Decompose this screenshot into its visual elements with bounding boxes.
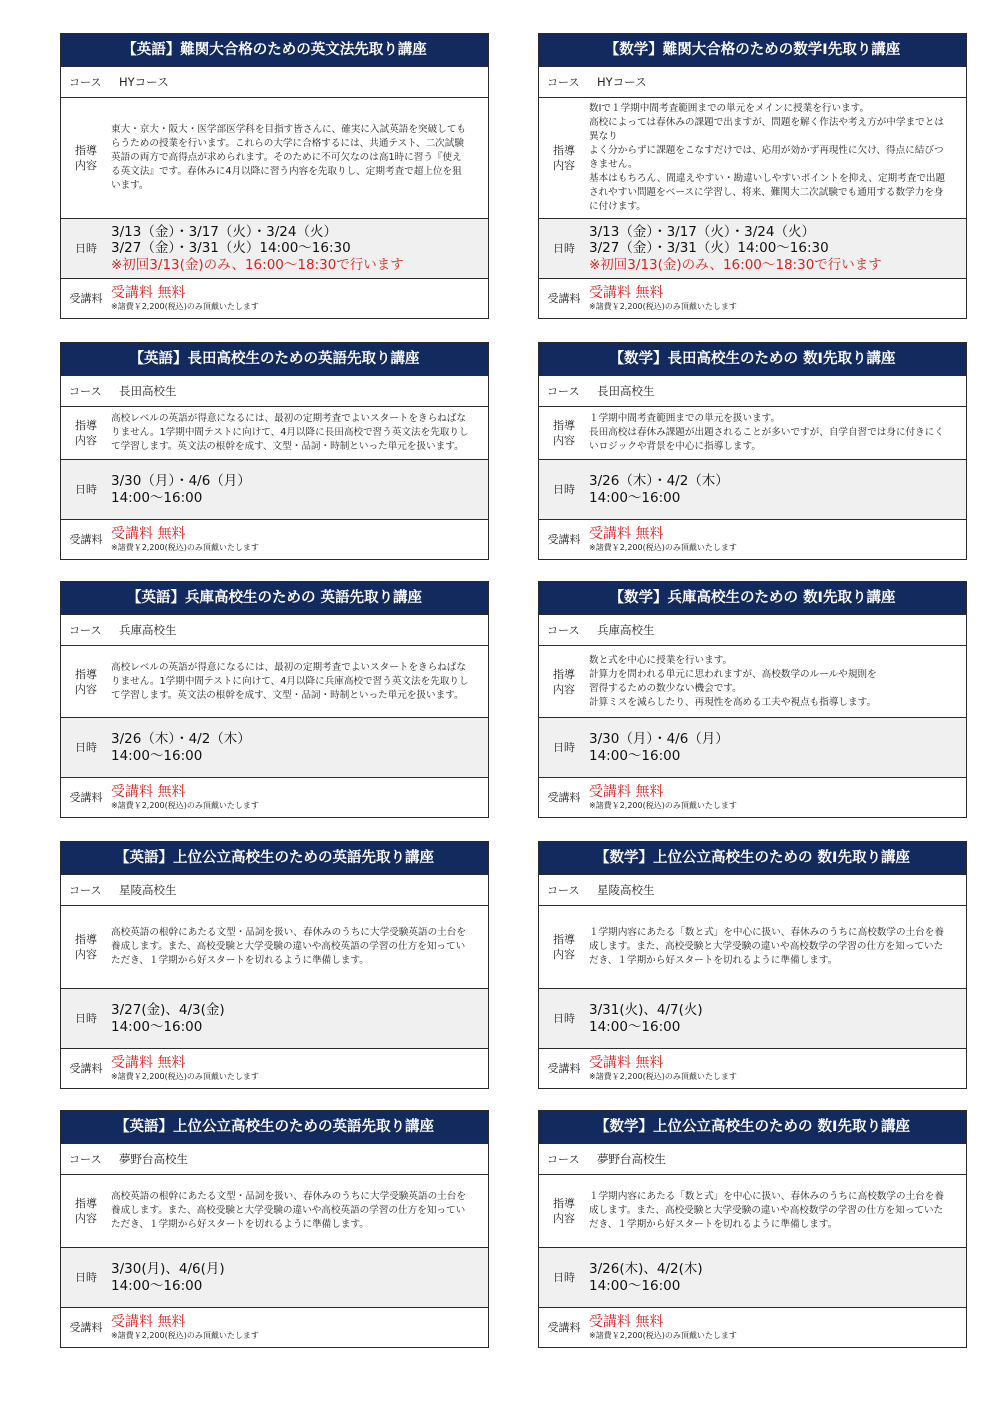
- content-text: 東大・京大・阪大・医学部医学科を目指す皆さんに、確実に入試英語を突破しても らうための授業を行います。これらの大学に合格するには、共通テスト、二次試験 英語の両方で高得点が求められます。そのために不可欠なのは高1時に習う『使え る英文法』です。春休みに4月以降に習う内容を先取りし、定期考査で超上位を狙 います。: [111, 124, 466, 191]
- content-text: 数Ⅰで１学期中間考査範囲までの単元をメインに授業を行います。 高校によっては春休みの課題で出ますが、問題を解く作法や考え方が中学までとは 異なり よく分からずに課題をこなすだけでは、応用が効かず再現性に欠け、得点に結びつ きません。 基本はもちろん、間違えやすい・勘違いしやすいポイントを抑え、定期考査で出題 されやすい問題をベースに学習し、将来、難関大二次試験でも通用する数学力を身 に付けます。: [589, 103, 946, 212]
- fee-main: 受講料 無料: [589, 285, 664, 301]
- fee-label: 受講料: [69, 292, 103, 305]
- content-text: １学期中間考査範囲までの単元を扱います。 長田高校は春休み課題が出題されることが多いですが、自学自習では身に付きにく いロジックや背景を中心に指導します。: [589, 413, 944, 452]
- course-label: コース: [69, 75, 102, 89]
- content-text: 高校レベルの英語が得意になるには、最初の定期考査でよいスタートをきらねばな りません。1学期中間テストに向けて、4月以降に長田高校で習う英文法を先取りし て学習します。英文法の根幹を成す、文型・品詞・時制といった単元を扱います。: [111, 413, 469, 452]
- card-title: 【数学】長田高校生のための 数Ⅰ先取り講座: [539, 343, 966, 376]
- date-text: 3/30（月）・4/6（月） 14:00〜16:00: [111, 473, 251, 506]
- course-card-english-hyogo: [60, 581, 489, 818]
- content-label: 指導 内容: [553, 1197, 575, 1225]
- fee-main: 受講料 無料: [111, 526, 186, 542]
- course-value: HYコース: [119, 75, 169, 89]
- content-label: 指導 内容: [553, 667, 575, 696]
- course-card-math-yumenodai: [538, 1110, 967, 1348]
- card-title: 【英語】長田高校生のための英語先取り講座: [61, 343, 488, 376]
- fee-label: 受講料: [547, 1062, 581, 1075]
- date-row: [539, 718, 966, 778]
- course-value: 夢野台高校生: [597, 1152, 666, 1166]
- date-label: 日時: [553, 741, 575, 754]
- date-label: 日時: [553, 1271, 575, 1284]
- card-title: 【数学】兵庫高校生のための 数Ⅰ先取り講座: [539, 582, 966, 615]
- date-row: [61, 219, 488, 279]
- date-note: ※初回3/13(金)のみ、16:00〜18:30で行います: [111, 256, 404, 273]
- content-row: [539, 98, 966, 219]
- date-label: 日時: [75, 483, 97, 496]
- content-row: [539, 906, 966, 989]
- content-row: [539, 1175, 966, 1248]
- course-value: 星陵高校生: [119, 883, 177, 897]
- content-row: [61, 98, 488, 219]
- fee-note: ※諸費￥2,200(税込)のみ頂戴いたします: [111, 302, 259, 311]
- course-value: 兵庫高校生: [119, 623, 177, 637]
- fee-main: 受講料 無料: [589, 526, 664, 542]
- fee-row: [539, 279, 966, 318]
- course-value: HYコース: [597, 75, 647, 89]
- course-value: 星陵高校生: [597, 883, 655, 897]
- fee-row: [539, 778, 966, 817]
- content-label: 指導 内容: [75, 1197, 97, 1225]
- card-title: 【英語】難関大合格のための英文法先取り講座: [61, 34, 488, 67]
- date-row: [539, 460, 966, 520]
- content-label: 指導 内容: [75, 667, 97, 696]
- card-title: 【英語】上位公立高校生のための英語先取り講座: [61, 1111, 488, 1144]
- date-text: 3/26(木)、4/2(木) 14:00〜16:00: [589, 1261, 703, 1294]
- course-label: コース: [69, 1152, 102, 1166]
- course-card-english-hy: [60, 33, 489, 319]
- course-row: [539, 875, 966, 906]
- fee-label: 受講料: [69, 1321, 103, 1334]
- date-text: 3/31(火)、4/7(火) 14:00〜16:00: [589, 1002, 703, 1035]
- content-label: 指導 内容: [75, 933, 97, 961]
- fee-main: 受講料 無料: [111, 1314, 186, 1330]
- date-text: 3/26（木）・4/2（木） 14:00〜16:00: [589, 473, 729, 506]
- course-label: コース: [547, 384, 580, 398]
- course-card-english-yumenodai: [60, 1110, 489, 1348]
- course-card-math-hy: [538, 33, 967, 319]
- date-row: [61, 1248, 488, 1308]
- fee-label: 受講料: [547, 533, 581, 546]
- fee-main: 受講料 無料: [111, 784, 186, 800]
- fee-row: [61, 1308, 488, 1347]
- fee-row: [539, 1308, 966, 1347]
- course-row: [539, 1144, 966, 1175]
- content-row: [539, 407, 966, 460]
- date-text: 3/26（木）・4/2（木） 14:00〜16:00: [111, 731, 251, 764]
- content-text: 高校レベルの英語が得意になるには、最初の定期考査でよいスタートをきらねばな りません。1学期中間テストに向けて、4月以降に兵庫高校で習う英文法を先取りし て学習します。英文法の根幹を成す、文型・品詞・時制といった単元を扱います。: [111, 661, 469, 701]
- fee-row: [61, 520, 488, 559]
- date-row: [61, 718, 488, 778]
- fee-label: 受講料: [69, 533, 103, 546]
- date-text: 3/30(月)、4/6(月) 14:00〜16:00: [111, 1261, 225, 1294]
- course-card-math-seiryo: [538, 841, 967, 1089]
- course-card-math-hyogo: [538, 581, 967, 818]
- card-title: 【数学】上位公立高校生のための 数Ⅰ先取り講座: [539, 1111, 966, 1144]
- fee-main: 受講料 無料: [111, 285, 186, 301]
- content-label: 指導 内容: [553, 144, 575, 172]
- fee-note: ※諸費￥2,200(税込)のみ頂戴いたします: [111, 543, 259, 552]
- course-label: コース: [69, 623, 102, 637]
- date-row: [539, 989, 966, 1049]
- fee-label: 受講料: [69, 791, 103, 804]
- course-card-math-nagata: [538, 342, 967, 560]
- fee-main: 受講料 無料: [589, 1314, 664, 1330]
- date-label: 日時: [75, 242, 97, 255]
- fee-note: ※諸費￥2,200(税込)のみ頂戴いたします: [111, 1331, 259, 1340]
- course-value: 長田高校生: [119, 384, 177, 398]
- fee-note: ※諸費￥2,200(税込)のみ頂戴いたします: [111, 801, 259, 810]
- course-row: [61, 67, 488, 98]
- content-text: １学期内容にあたる「数と式」を中心に扱い、春休みのうちに高校数学の土台を養 成します。また、高校受験と大学受験の違いや高校数学の学習の仕方を知っていた だき、１学期から好スタートを切れるように準備します。: [589, 1191, 944, 1230]
- date-label: 日時: [75, 741, 97, 754]
- course-label: コース: [547, 75, 580, 89]
- date-row: [539, 219, 966, 279]
- content-label: 指導 内容: [75, 144, 97, 172]
- date-text: 3/30（月）・4/6（月） 14:00〜16:00: [589, 731, 729, 764]
- date-text: 3/13（金）・3/17（火）・3/24（火） 3/27（金）・3/31（火）14:00〜16:30: [589, 223, 829, 257]
- date-label: 日時: [553, 1012, 575, 1025]
- course-row: [61, 376, 488, 407]
- card-title: 【英語】上位公立高校生のための英語先取り講座: [61, 842, 488, 875]
- content-row: [61, 407, 488, 460]
- date-text: 3/27(金)、4/3(金) 14:00〜16:00: [111, 1002, 225, 1035]
- content-text: 数と式を中心に授業を行います。 計算力を問われる単元に思われますが、高校数学のルールや規則を 習得するための数少ない機会です。 計算ミスを減らしたり、再現性を高める工夫や視点も指導します。: [589, 654, 877, 708]
- fee-row: [61, 279, 488, 318]
- date-row: [61, 989, 488, 1049]
- fee-row: [539, 1049, 966, 1088]
- fee-note: ※諸費￥2,200(税込)のみ頂戴いたします: [589, 302, 737, 311]
- content-row: [539, 646, 966, 718]
- content-label: 指導 内容: [553, 419, 575, 447]
- course-label: コース: [547, 883, 580, 897]
- fee-row: [61, 1049, 488, 1088]
- course-row: [539, 376, 966, 407]
- fee-main: 受講料 無料: [589, 1055, 664, 1071]
- fee-label: 受講料: [547, 791, 581, 804]
- fee-main: 受講料 無料: [589, 784, 664, 800]
- course-value: 兵庫高校生: [597, 623, 655, 637]
- course-row: [539, 67, 966, 98]
- content-row: [61, 1175, 488, 1248]
- fee-label: 受講料: [69, 1062, 103, 1075]
- date-label: 日時: [553, 483, 575, 496]
- course-row: [61, 875, 488, 906]
- date-text: 3/13（金）・3/17（火）・3/24（火） 3/27（金）・3/31（火）14:00〜16:30: [111, 223, 351, 257]
- content-row: [61, 646, 488, 718]
- course-row: [61, 1144, 488, 1175]
- course-card-english-seiryo: [60, 841, 489, 1089]
- course-value: 長田高校生: [597, 384, 655, 398]
- fee-main: 受講料 無料: [111, 1055, 186, 1071]
- course-label: コース: [69, 384, 102, 398]
- course-row: [61, 615, 488, 646]
- fee-row: [61, 778, 488, 817]
- content-label: 指導 内容: [75, 419, 97, 447]
- course-card-english-nagata: [60, 342, 489, 560]
- date-row: [61, 460, 488, 520]
- fee-label: 受講料: [547, 1321, 581, 1334]
- course-row: [539, 615, 966, 646]
- content-label: 指導 内容: [553, 933, 575, 961]
- content-text: 高校英語の根幹にあたる文型・品詞を扱い、春休みのうちに大学受験英語の土台を 養成します。また、高校受験と大学受験の違いや高校英語の学習の仕方を知ってい ただき、１学期から好スタートを切れるように準備します。: [111, 927, 466, 966]
- course-value: 夢野台高校生: [119, 1152, 188, 1166]
- content-row: [61, 906, 488, 989]
- fee-note: ※諸費￥2,200(税込)のみ頂戴いたします: [111, 1072, 259, 1081]
- date-label: 日時: [553, 242, 575, 255]
- course-label: コース: [69, 883, 102, 897]
- date-row: [539, 1248, 966, 1308]
- date-note: ※初回3/13(金)のみ、16:00〜18:30で行います: [589, 256, 882, 273]
- content-text: 高校英語の根幹にあたる文型・品詞を扱い、春休みのうちに大学受験英語の土台を 養成します。また、高校受験と大学受験の違いや高校英語の学習の仕方を知ってい ただき、１学期から好スタートを切れるように準備します。: [111, 1191, 466, 1230]
- fee-note: ※諸費￥2,200(税込)のみ頂戴いたします: [589, 1331, 737, 1340]
- course-label: コース: [547, 623, 580, 637]
- date-label: 日時: [75, 1012, 97, 1025]
- fee-note: ※諸費￥2,200(税込)のみ頂戴いたします: [589, 543, 737, 552]
- card-title: 【数学】上位公立高校生のための 数Ⅰ先取り講座: [539, 842, 966, 875]
- content-text: １学期内容にあたる「数と式」を中心に扱い、春休みのうちに高校数学の土台を養 成します。また、高校受験と大学受験の違いや高校数学の学習の仕方を知っていた だき、１学期から好スタートを切れるように準備します。: [589, 927, 944, 966]
- date-label: 日時: [75, 1271, 97, 1284]
- fee-note: ※諸費￥2,200(税込)のみ頂戴いたします: [589, 801, 737, 810]
- card-title: 【数学】難関大合格のための数学Ⅰ先取り講座: [539, 34, 966, 67]
- fee-label: 受講料: [547, 292, 581, 305]
- card-title: 【英語】兵庫高校生のための 英語先取り講座: [61, 582, 488, 615]
- fee-row: [539, 520, 966, 559]
- course-label: コース: [547, 1152, 580, 1166]
- fee-note: ※諸費￥2,200(税込)のみ頂戴いたします: [589, 1072, 737, 1081]
